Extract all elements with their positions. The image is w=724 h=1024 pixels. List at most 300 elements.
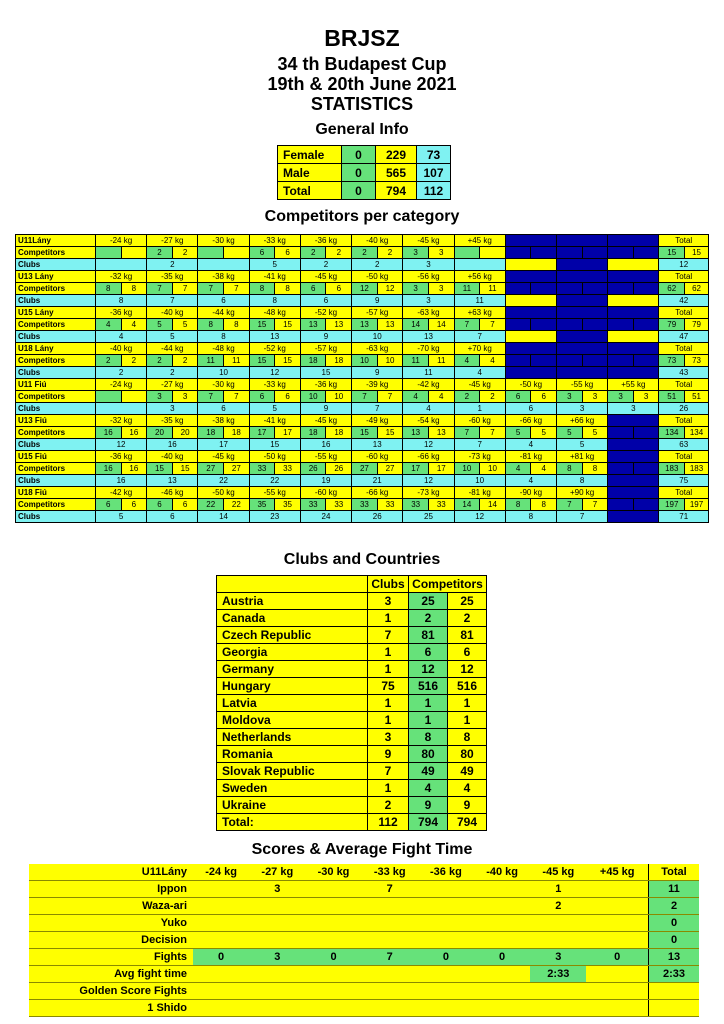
- scores-value: [530, 1000, 586, 1017]
- competitors-count: [95, 247, 121, 259]
- weight-label: -56 kg: [403, 271, 454, 283]
- empty-cell: [608, 463, 634, 475]
- competitors-label: Competitors: [16, 391, 96, 403]
- country-competitors: 794: [409, 814, 448, 831]
- country-row: [217, 644, 487, 661]
- scores-value: 3: [249, 949, 305, 966]
- competitors-count: 8: [121, 283, 147, 295]
- competitors-count: 33: [352, 499, 378, 511]
- empty-weight-cell: [505, 307, 556, 319]
- scores-total: 0: [649, 915, 700, 932]
- clubs-count: [95, 403, 146, 415]
- country-name: Netherlands: [217, 729, 368, 746]
- competitors-count: 8: [224, 319, 250, 331]
- clubs-count: 10: [198, 367, 249, 379]
- country-competitors: 81: [409, 627, 448, 644]
- competitors-total: 15: [659, 247, 685, 259]
- category-name: U11 Fiú: [16, 379, 96, 391]
- competitors-count: 33: [300, 499, 326, 511]
- competitors-count: 6: [326, 283, 352, 295]
- country-row: [217, 593, 487, 610]
- clubs-count: 13: [352, 439, 403, 451]
- competitors-count: 4: [121, 319, 147, 331]
- country-competitors: 80: [409, 746, 448, 763]
- competitors-count: 27: [377, 463, 403, 475]
- weight-label: -55 kg: [557, 379, 608, 391]
- country-name: Latvia: [217, 695, 368, 712]
- clubs-row: [16, 511, 709, 523]
- clubs-count: 6: [147, 511, 198, 523]
- clubs-count: [95, 259, 146, 271]
- competitors-total: 79: [685, 319, 709, 331]
- competitors-count: 6: [147, 499, 173, 511]
- total-label: Total: [659, 379, 709, 391]
- competitors-count: 7: [377, 391, 403, 403]
- country-clubs: 1: [368, 695, 409, 712]
- scores-weight: -33 kg: [362, 864, 418, 881]
- clubs-count: 16: [95, 475, 146, 487]
- empty-weight-cell: [608, 271, 659, 283]
- clubs-count: 3: [557, 403, 608, 415]
- country-name: Romania: [217, 746, 368, 763]
- empty-cell: [608, 475, 659, 487]
- empty-cell: [633, 247, 659, 259]
- competitors-count: 8: [275, 283, 301, 295]
- country-name: Ukraine: [217, 797, 368, 814]
- competitors-total: 62: [685, 283, 709, 295]
- weight-label: +70 kg: [454, 343, 505, 355]
- weight-label: -36 kg: [300, 235, 351, 247]
- empty-cell: [608, 499, 634, 511]
- weight-label: -50 kg: [249, 451, 300, 463]
- competitors-count: 7: [352, 391, 378, 403]
- country-clubs: 1: [368, 712, 409, 729]
- competitors-count: 2: [147, 247, 173, 259]
- scores-value: [362, 1000, 418, 1017]
- competitors-row: [16, 283, 709, 295]
- competitors-total: 73: [685, 355, 709, 367]
- clubs-total: 12: [659, 259, 709, 271]
- scores-row-label: 1 Shido: [29, 1000, 193, 1017]
- scores-value: [193, 1000, 249, 1017]
- scores-row: [29, 1000, 699, 1017]
- clubs-count: 3: [608, 403, 659, 415]
- scores-total: 11: [649, 881, 700, 898]
- competitors-count: 33: [249, 463, 275, 475]
- competitors-count: 10: [326, 391, 352, 403]
- competitors-count: 14: [428, 319, 454, 331]
- empty-cell: [608, 259, 659, 271]
- clubs-count: [454, 259, 505, 271]
- general-info-cell: 0: [342, 146, 376, 164]
- competitors-label: Competitors: [16, 247, 96, 259]
- category-header-row: [16, 307, 709, 319]
- competitors-count: 7: [147, 283, 173, 295]
- category-name: U13 Fiú: [16, 415, 96, 427]
- scores-value: [305, 915, 361, 932]
- empty-cell: [505, 247, 531, 259]
- competitors-count: 27: [352, 463, 378, 475]
- competitors-count: 11: [428, 355, 454, 367]
- scores-total: 2: [649, 898, 700, 915]
- clubs-label: Clubs: [16, 403, 96, 415]
- general-info-cell: 112: [417, 182, 451, 200]
- competitors-count: 7: [224, 283, 250, 295]
- empty-cell: [633, 355, 659, 367]
- competitors-count: 15: [377, 427, 403, 439]
- clubs-count: 7: [454, 439, 505, 451]
- clubs-count: 15: [249, 439, 300, 451]
- competitors-count: 4: [454, 355, 480, 367]
- total-label: Total: [659, 307, 709, 319]
- country-clubs: 75: [368, 678, 409, 695]
- country-clubs: 112: [368, 814, 409, 831]
- clubs-count: 5: [249, 259, 300, 271]
- country-competitors: 2: [448, 610, 487, 627]
- weight-label: -27 kg: [147, 235, 198, 247]
- country-clubs: 1: [368, 644, 409, 661]
- scores-value: [193, 983, 249, 1000]
- country-clubs: 7: [368, 763, 409, 780]
- scores-row-label: Yuko: [29, 915, 193, 932]
- country-competitors: 4: [448, 780, 487, 797]
- scores-value: [418, 932, 474, 949]
- competitors-row: [16, 247, 709, 259]
- category-table: [15, 234, 709, 523]
- weight-label: -81 kg: [454, 487, 505, 499]
- weight-label: -45 kg: [300, 415, 351, 427]
- competitors-count: 15: [275, 355, 301, 367]
- weight-label: -90 kg: [505, 487, 556, 499]
- scores-value: [474, 915, 530, 932]
- general-info-cell: Total: [278, 182, 342, 200]
- country-row: [217, 610, 487, 627]
- competitors-count: 3: [557, 391, 583, 403]
- scores-value: [418, 898, 474, 915]
- competitors-count: 8: [249, 283, 275, 295]
- weight-label: -36 kg: [95, 307, 146, 319]
- total-label: Total: [659, 487, 709, 499]
- weight-label: -55 kg: [300, 451, 351, 463]
- empty-cell: [633, 283, 659, 295]
- weight-label: +55 kg: [608, 379, 659, 391]
- country-competitors: 516: [448, 678, 487, 695]
- total-label: Total: [659, 235, 709, 247]
- scores-row: [29, 881, 699, 898]
- competitors-count: 7: [454, 427, 480, 439]
- clubs-count: 11: [403, 367, 454, 379]
- country-competitors: 25: [409, 593, 448, 610]
- competitors-label: Competitors: [16, 283, 96, 295]
- empty-weight-cell: [608, 487, 659, 499]
- country-name: Sweden: [217, 780, 368, 797]
- empty-cell: [505, 283, 531, 295]
- clubs-count: 6: [198, 403, 249, 415]
- scores-category: U11Lány: [29, 864, 193, 881]
- country-clubs: 7: [368, 627, 409, 644]
- clubs-label: Clubs: [16, 439, 96, 451]
- empty-cell: [557, 331, 608, 343]
- clubs-total: 47: [659, 331, 709, 343]
- clubs-count: 4: [95, 331, 146, 343]
- country-competitors: 12: [409, 661, 448, 678]
- competitors-count: 10: [352, 355, 378, 367]
- weight-label: -66 kg: [403, 451, 454, 463]
- competitors-count: 5: [531, 427, 557, 439]
- org-title: BRJSZ: [324, 25, 400, 51]
- empty-cell: [582, 247, 608, 259]
- scores-value: [474, 881, 530, 898]
- scores-row-label: Fights: [29, 949, 193, 966]
- country-clubs: 2: [368, 797, 409, 814]
- empty-cell: [505, 331, 556, 343]
- general-info-row: [278, 146, 451, 164]
- competitors-count: 18: [300, 355, 326, 367]
- scores-value: 0: [418, 949, 474, 966]
- weight-label: -24 kg: [95, 379, 146, 391]
- scores-value: [249, 1000, 305, 1017]
- competitors-count: 13: [403, 427, 429, 439]
- total-label: Total: [659, 271, 709, 283]
- scores-value: [193, 932, 249, 949]
- competitors-count: 5: [147, 319, 173, 331]
- category-name: U15 Lány: [16, 307, 96, 319]
- country-clubs: 1: [368, 661, 409, 678]
- competitors-count: 5: [557, 427, 583, 439]
- clubs-count: 17: [198, 439, 249, 451]
- weight-label: -63 kg: [352, 343, 403, 355]
- competitors-count: 16: [95, 427, 121, 439]
- country-name: Georgia: [217, 644, 368, 661]
- clubs-count: 14: [198, 511, 249, 523]
- weight-label: -44 kg: [147, 343, 198, 355]
- category-header-row: [16, 379, 709, 391]
- competitors-count: 7: [582, 499, 608, 511]
- general-info-cell: 0: [342, 182, 376, 200]
- scores-total: 0: [649, 932, 700, 949]
- scores-total: [649, 983, 700, 1000]
- scores-row: [29, 932, 699, 949]
- weight-label: -57 kg: [300, 343, 351, 355]
- country-competitors: 81: [448, 627, 487, 644]
- weight-label: -30 kg: [198, 235, 249, 247]
- competitors-count: 3: [403, 247, 429, 259]
- competitors-label: Competitors: [16, 499, 96, 511]
- weight-label: -50 kg: [198, 487, 249, 499]
- clubs-count: 6: [198, 295, 249, 307]
- clubs-row: [16, 295, 709, 307]
- competitors-count: 18: [224, 427, 250, 439]
- weight-label: -27 kg: [147, 379, 198, 391]
- weight-label: -45 kg: [454, 379, 505, 391]
- total-label: Total: [659, 415, 709, 427]
- weight-label: -55 kg: [249, 487, 300, 499]
- weight-label: -39 kg: [352, 379, 403, 391]
- empty-weight-cell: [608, 451, 659, 463]
- clubs-label: Clubs: [16, 259, 96, 271]
- scores-row-label: Decision: [29, 932, 193, 949]
- scores-value: [586, 966, 648, 983]
- empty-cell: [608, 367, 659, 379]
- scores-value: [586, 881, 648, 898]
- country-competitors: 9: [448, 797, 487, 814]
- empty-cell: [608, 247, 634, 259]
- competitors-count: 8: [557, 463, 583, 475]
- clubs-count: 8: [505, 511, 556, 523]
- clubs-count: 16: [147, 439, 198, 451]
- total-label: Total: [659, 343, 709, 355]
- category-header-row: [16, 451, 709, 463]
- clubs-count: 4: [403, 403, 454, 415]
- clubs-label: Clubs: [16, 295, 96, 307]
- country-competitors: 49: [409, 763, 448, 780]
- competitors-count: 33: [403, 499, 429, 511]
- scores-value: [418, 983, 474, 1000]
- competitors-count: 10: [480, 463, 506, 475]
- clubs-count: 10: [352, 331, 403, 343]
- clubs-count: 15: [300, 367, 351, 379]
- general-info-cell: Male: [278, 164, 342, 182]
- competitors-count: 4: [95, 319, 121, 331]
- clubs-header-cell: [217, 576, 368, 593]
- scores-value: [586, 915, 648, 932]
- competitors-total: 183: [659, 463, 685, 475]
- clubs-count: 2: [147, 367, 198, 379]
- clubs-count: 3: [403, 295, 454, 307]
- weight-label: -42 kg: [95, 487, 146, 499]
- scores-value: 1: [530, 881, 586, 898]
- empty-weight-cell: [505, 343, 556, 355]
- clubs-count: 2: [352, 259, 403, 271]
- competitors-count: 13: [326, 319, 352, 331]
- clubs-count: 25: [403, 511, 454, 523]
- scores-value: [362, 983, 418, 1000]
- country-name: Austria: [217, 593, 368, 610]
- weight-label: -40 kg: [147, 451, 198, 463]
- competitors-count: 16: [121, 463, 147, 475]
- scores-weight: -40 kg: [474, 864, 530, 881]
- category-header-row: [16, 271, 709, 283]
- empty-cell: [557, 259, 608, 271]
- clubs-count: 7: [454, 331, 505, 343]
- competitors-count: 10: [377, 355, 403, 367]
- competitors-count: 2: [172, 247, 198, 259]
- competitors-count: 33: [428, 499, 454, 511]
- country-row: [217, 763, 487, 780]
- clubs-count: 5: [249, 403, 300, 415]
- competitors-count: 6: [95, 499, 121, 511]
- scores-value: [193, 915, 249, 932]
- scores-row-label: Waza-ari: [29, 898, 193, 915]
- empty-cell: [608, 439, 659, 451]
- scores-value: 3: [530, 949, 586, 966]
- country-competitors: 4: [409, 780, 448, 797]
- competitors-count: 5: [505, 427, 531, 439]
- competitors-count: 4: [505, 463, 531, 475]
- empty-cell: [557, 367, 608, 379]
- scores-weight: -30 kg: [305, 864, 361, 881]
- competitors-count: 7: [198, 283, 224, 295]
- competitors-total: 51: [659, 391, 685, 403]
- weight-label: -52 kg: [300, 307, 351, 319]
- weight-label: -60 kg: [454, 415, 505, 427]
- country-clubs: 3: [368, 729, 409, 746]
- empty-cell: [557, 355, 583, 367]
- scores-value: [305, 881, 361, 898]
- country-name: Germany: [217, 661, 368, 678]
- clubs-row: [16, 403, 709, 415]
- clubs-count: 4: [454, 367, 505, 379]
- scores-value: 7: [362, 949, 418, 966]
- competitors-total: 197: [685, 499, 709, 511]
- scores-weight: +45 kg: [586, 864, 648, 881]
- competitors-count: 15: [249, 355, 275, 367]
- weight-label: -35 kg: [147, 415, 198, 427]
- empty-weight-cell: [608, 307, 659, 319]
- weight-label: -44 kg: [198, 307, 249, 319]
- competitors-count: 17: [249, 427, 275, 439]
- empty-cell: [608, 511, 659, 523]
- country-competitors: 2: [409, 610, 448, 627]
- competitors-count: [95, 391, 121, 403]
- competitors-count: 35: [275, 499, 301, 511]
- scores-value: [418, 915, 474, 932]
- weight-label: -73 kg: [403, 487, 454, 499]
- weight-label: -49 kg: [352, 415, 403, 427]
- category-header-row: [16, 235, 709, 247]
- empty-weight-cell: [557, 307, 608, 319]
- scores-value: [249, 915, 305, 932]
- country-clubs: 1: [368, 780, 409, 797]
- competitors-count: 15: [275, 319, 301, 331]
- scores-row: [29, 898, 699, 915]
- empty-cell: [633, 427, 659, 439]
- competitors-count: 35: [249, 499, 275, 511]
- competitors-total: 51: [685, 391, 709, 403]
- competitors-count: 11: [198, 355, 224, 367]
- empty-cell: [608, 283, 634, 295]
- empty-cell: [582, 283, 608, 295]
- clubs-row: [16, 439, 709, 451]
- country-competitors: 1: [409, 712, 448, 729]
- clubs-count: 2: [95, 367, 146, 379]
- competitors-count: 27: [198, 463, 224, 475]
- competitors-count: 2: [377, 247, 403, 259]
- scores-value: [474, 966, 530, 983]
- competitors-count: 18: [326, 355, 352, 367]
- scores-value: [586, 983, 648, 1000]
- competitors-count: 5: [172, 319, 198, 331]
- competitors-count: 8: [531, 499, 557, 511]
- general-info-cell: 73: [417, 146, 451, 164]
- country-competitors: 1: [409, 695, 448, 712]
- country-competitors: 8: [409, 729, 448, 746]
- competitors-count: 7: [454, 319, 480, 331]
- weight-label: -45 kg: [198, 451, 249, 463]
- scores-value: [530, 915, 586, 932]
- general-info-cell: 229: [376, 146, 417, 164]
- competitors-label: Competitors: [16, 319, 96, 331]
- competitors-count: [121, 247, 147, 259]
- competitors-total: 15: [685, 247, 709, 259]
- competitors-count: 4: [403, 391, 429, 403]
- clubs-row: [16, 367, 709, 379]
- competitors-count: 6: [275, 247, 301, 259]
- clubs-count: 19: [300, 475, 351, 487]
- weight-label: -40 kg: [352, 235, 403, 247]
- clubs-count: [198, 259, 249, 271]
- country-row: [217, 661, 487, 678]
